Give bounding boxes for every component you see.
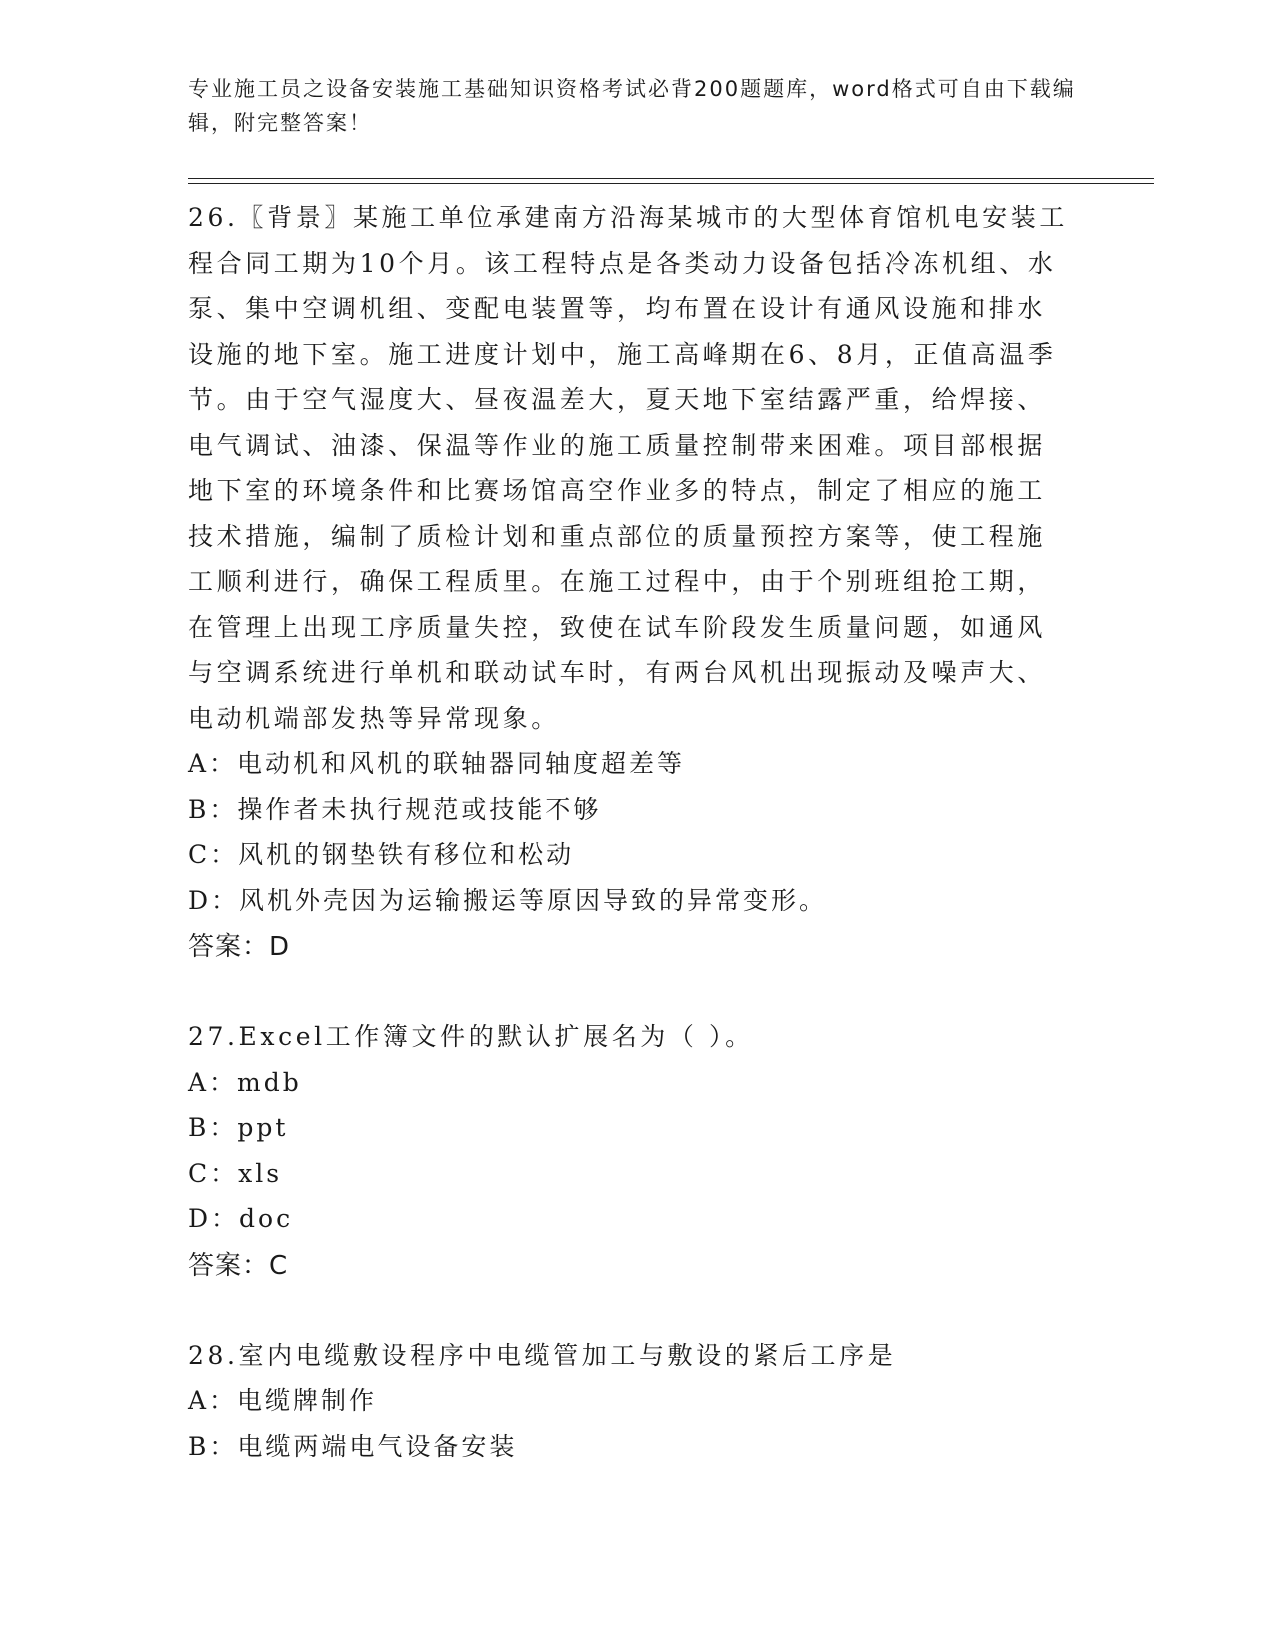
question-26 <box>188 195 1068 971</box>
option-b: B：操作者未执行规范或技能不够 <box>188 794 602 824</box>
header-divider-bottom <box>188 183 1154 184</box>
header-divider-top <box>188 178 1154 179</box>
question-stem: 28.室内电缆敷设程序中电缆管加工与敷设的紧后工序是 <box>188 1340 897 1370</box>
question-list <box>188 195 1068 1469</box>
option-b: B：电缆两端电气设备安装 <box>188 1431 518 1461</box>
option-b: B：ppt <box>188 1113 289 1142</box>
option-d: D：风机外壳因为运输搬运等原因导致的异常变形。 <box>188 885 828 915</box>
answer: 答案：D <box>188 932 291 962</box>
question-stem: 26.〖背景〗某施工单位承建南方沿海某城市的大型体育馆机电安装工程合同工期为10个月。该工程特点是各类动力设备包括冷冻机组、水泵、集中空调机组、变配电装置等，均布置在设计有通风设施和排水设施的地下室。施工进度计划中，施工高峰期在6、8月，正值高温季节。由于空气湿度大、昼夜温差大，夏天地下室结露严重，给焊接、电气调试、油漆、保温等作业的施工质量控制带来困难。项目部根据地下室的环境条件和比赛场馆高空作业多的特点，制定了相应的施工技术措施，编制了质检计划和重点部位的质量预控方案等，使工程施工顺利进行，确保工程质里。在施工过程中，由于个别班组抢工期，在管理上出现工序质量失控，致使在试车阶段发生质量问题，如通风与空调系统进行单机和联动试车时，有两台风机出现振动及噪声大、电动机端部发热等异常现象。 <box>188 203 1068 733</box>
option-c: C：风机的钢垫铁有移位和松动 <box>188 840 575 869</box>
option-d: D：doc <box>188 1204 294 1233</box>
spacer <box>188 971 1068 1014</box>
question-stem: 27.Excel工作簿文件的默认扩展名为（ ）。 <box>188 1022 754 1051</box>
option-a: A：电动机和风机的联轴器同轴度超差等 <box>188 749 686 778</box>
page-header: 专业施工员之设备安装施工基础知识资格考试必背200题题库，word格式可自由下载编辑，附完整答案！ <box>188 77 1076 135</box>
question-28 <box>188 1333 1068 1470</box>
option-a: A：mdb <box>188 1067 302 1097</box>
option-a: A：电缆牌制作 <box>188 1386 378 1415</box>
answer: 答案：C <box>188 1250 289 1281</box>
option-c: C：xls <box>188 1158 283 1188</box>
spacer <box>188 1290 1068 1333</box>
question-27 <box>188 1014 1068 1290</box>
